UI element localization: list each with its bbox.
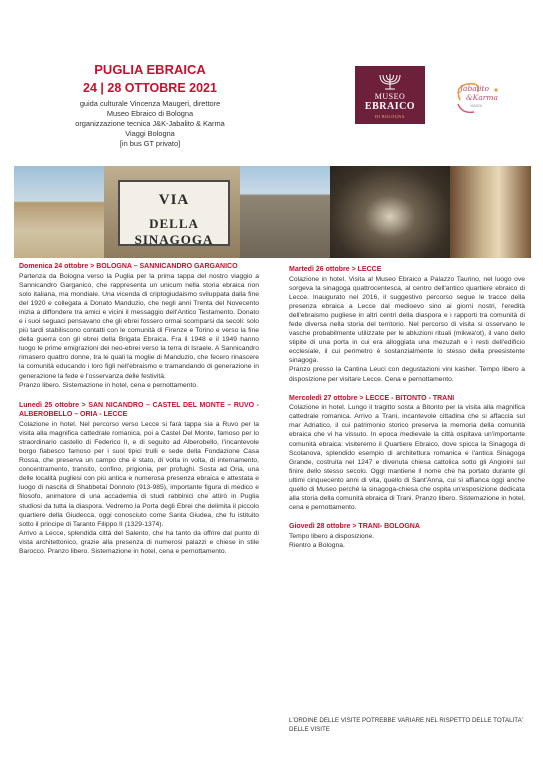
itinerary-note: L'ORDINE DELLE VISITE POTREBBE VARIARE NEL RISPETTO DELLE TOTALITA' DELLE VISITE (289, 717, 523, 733)
day-section-24 (19, 262, 259, 390)
day-text: Colazione in hotel. Lungo il tragitto sosta a Bitonto per la visita alla magnifica cattedrale romanica. Arrivo a Trani, incantevole cittadina che si affaccia sul mar Adriatico, il cui patrimonio storico preserva la memoria della comunità ebraica che vi ha vissuto. In epoca medievale la città ospitava un'importante comunità ebraica: visiteremo il Quartiere Ebraico, dove spicca la Sinagoga di Scolanova, splendido esempio di architettura romanica e l'antica Sinagoga Grande, costruita nel 1247 e divenuta chiesa cattolica sotto gli Angioini sul finire dello stesso secolo. Oggi mantiene il nome che ha portato durante gli ultimi cinquecento anni di vita, quello di Sant'Anna, cui si affianca oggi anche quello di Museo perché la sinagoga-chiesa che ospita un'esposizione dedicata alla storia della comunità ebraica di Trani. Pranzo libero. Sistemazione in hotel, cena e pernottamento. (289, 404, 525, 512)
organizer-line: organizzazione tecnica J&K-Jabalito & Karma (75, 119, 225, 128)
photo-stone-arch (330, 166, 450, 258)
photo-coastal-town (14, 166, 104, 258)
museo-logo-line2: EBRAICO (364, 101, 416, 112)
museum-line: Museo Ebraico di Bologna (106, 109, 194, 118)
photo-strip (14, 166, 531, 258)
street-sign-line2: DELLA SINAGOGA (134, 216, 214, 247)
day-title: Giovedì 28 ottobre > TRANI- BOLOGNA (289, 523, 420, 531)
itinerary-right-column (289, 265, 525, 550)
itinerary-left-column (19, 262, 259, 556)
day-section-28 (289, 522, 525, 550)
day-text: Colazione in hotel. Nel percorso verso Lecce si farà tappa sia a Ruvo per la visita alla magnifica cattedrale romanica, poi a Castel Del Monte, famoso per lo straordinario castello di Federico II, e di seguito ad Alberobello, l'incantevole borgo fiabesco famoso per i suoi tipici trulli e sede della Fondazione Casa Rossa, che preserva un campo che è stato, di volta in volta, di internamento, concentramento, transito, confino, prigionia, per profughi. Sosta ad Oria, una delle località pugliesi con più antica e numerosa presenza ebraica e attestata e luogo di nascita di Shabbetai Donnolo (913-985), importante figura di medico e filosofo, animatore di una accademia di studi rabbinici che attirò in Puglia studiosi da tutta la diaspora. Vedremo la Porta degli Ebrei che delimita il piccolo quartiere della Giudecca, oggi conosciuto come Santa Giudea, che fu istituito sotto il principe di Taranto Filippo II (1329-1374). (19, 420, 259, 528)
day-closing: Arrivo a Lecce, splendida città del Salento, che ha tanto da offrire dal punto di vista architettonico, grazie alla presenza di numerosi palazzi e chiese in stile Barocco. Pranzo libero. Sistemazione in hotel, cena e pernottamento. (19, 529, 259, 556)
jk-logo-line3: VIAGGI (470, 104, 483, 108)
museo-logo-line3: DI BOLOGNA (375, 114, 405, 119)
day-text: Colazione in hotel. Visita al Museo Ebraico a Palazzo Taurino, nel luogo ove sorgeva la sinagoga quattrocentesca, al centro dell'antico quartiere ebraico di Lecce. Inaugurato nel 2016, il suggestivo percorso segue le tracce della presenza ebraica a Lecce dal medioevo sino ai giorni nostri, l'eredità dell'ebraismo pugliese in altri centri della diaspora e i rapporti tra comunità di fede diversa nella storia del territorio. Nel percorso di visita si osservano le vasche probabilmente utilizzate per le abluzioni rituali (mikwa'ot), il vano dello stipite di una porta in cui era alloggiata una mezuzah e i resti dell'edificio ecclesiale, il cui perimetro è sostanzialmente lo stesso della preesistente sinagoga. (289, 275, 525, 365)
day-closing: Pranzo libero. Sistemazione in hotel, cena e pernottamento. (19, 381, 198, 389)
jabalito-karma-logo (448, 76, 508, 120)
agency-line: Viaggi Bologna (125, 129, 175, 138)
day-title: Mercoledì 27 ottobre > LECCE - BITONTO - TRANI (289, 394, 455, 402)
day-section-25 (19, 401, 259, 556)
photo-street-sign (104, 166, 240, 258)
photo-synagogue-building (240, 166, 330, 258)
menorah-icon (376, 72, 404, 90)
guide-line: guida culturale Vincenza Maugeri, direttore (79, 99, 221, 108)
day-closing: Pranzo presso la Cantina Leuci con degustazioni vini kasher. Tempo libero a disposizione per visitare Lecce. Cena e pernottamento. (289, 366, 525, 383)
transport-line: [in bus GT privato] (119, 139, 181, 148)
page-title: PUGLIA EBRAICA (94, 62, 206, 77)
day-line: Tempo libero a disposizione. (289, 532, 375, 540)
day-title: Domenica 24 ottobre > BOLOGNA – SANNICANDRO GARGANICO (19, 263, 238, 270)
museo-ebraico-logo (355, 66, 425, 124)
trip-dates: 24 | 28 OTTOBRE 2021 (83, 81, 217, 95)
day-title: Martedì 26 ottobre > LECCE (289, 266, 382, 273)
jk-logo-line1: Jabalito (460, 84, 490, 93)
day-text: Partenza da Bologna verso la Puglia per la prima tappa del nostro viaggio a Sannicandro Garganico, che rappresenta un unicum nella storia ebraica non solo italiana, ma mondiale. Una vicenda di criptogiudaismo sviluppata dalla fine del 1920 e collegata a Donato Manduzio, che negli anni Trenta del Novecento inizia a diffondere tra amici e vicini il messaggio dell'Antico Testamento. Donato e i suoi seguaci pensavano che gli ebrei fossero ormai scomparsi da secoli: solo più tardi stabiliscono contatti con le comunità di Firenze e Torino e verso la fine della guerra con gli ebrei della Brigata Ebraica. Fra il 1948 e il 1949 hanno luogo le prime emigrazioni dei neo-ebrei verso la terra di Israele. A Sannicandro rimasero quattro donne, tra le quali la moglie di Manduzio, che fecero rinascere la comunità educando i loro figli nell'ebraismo e tramandando di generazione in generazione la fede e l'osservanza delle festività. (19, 272, 259, 380)
jk-logo-line2: &Karma (466, 93, 498, 102)
day-line: Rientro a Bologna. (289, 541, 345, 549)
museo-logo-line1: MUSEO (374, 92, 406, 101)
day-section-27 (289, 394, 525, 513)
photo-torah-scroll (450, 166, 531, 258)
day-section-26 (289, 265, 525, 384)
day-title: Lunedì 25 ottobre > SAN NICANDRO – CASTEL DEL MONTE – RUVO - ALBEROBELLO – ORIA - LECCE (19, 401, 259, 419)
street-sign-line1: VIA (158, 192, 190, 208)
street-sign (118, 180, 230, 246)
header (0, 62, 300, 149)
